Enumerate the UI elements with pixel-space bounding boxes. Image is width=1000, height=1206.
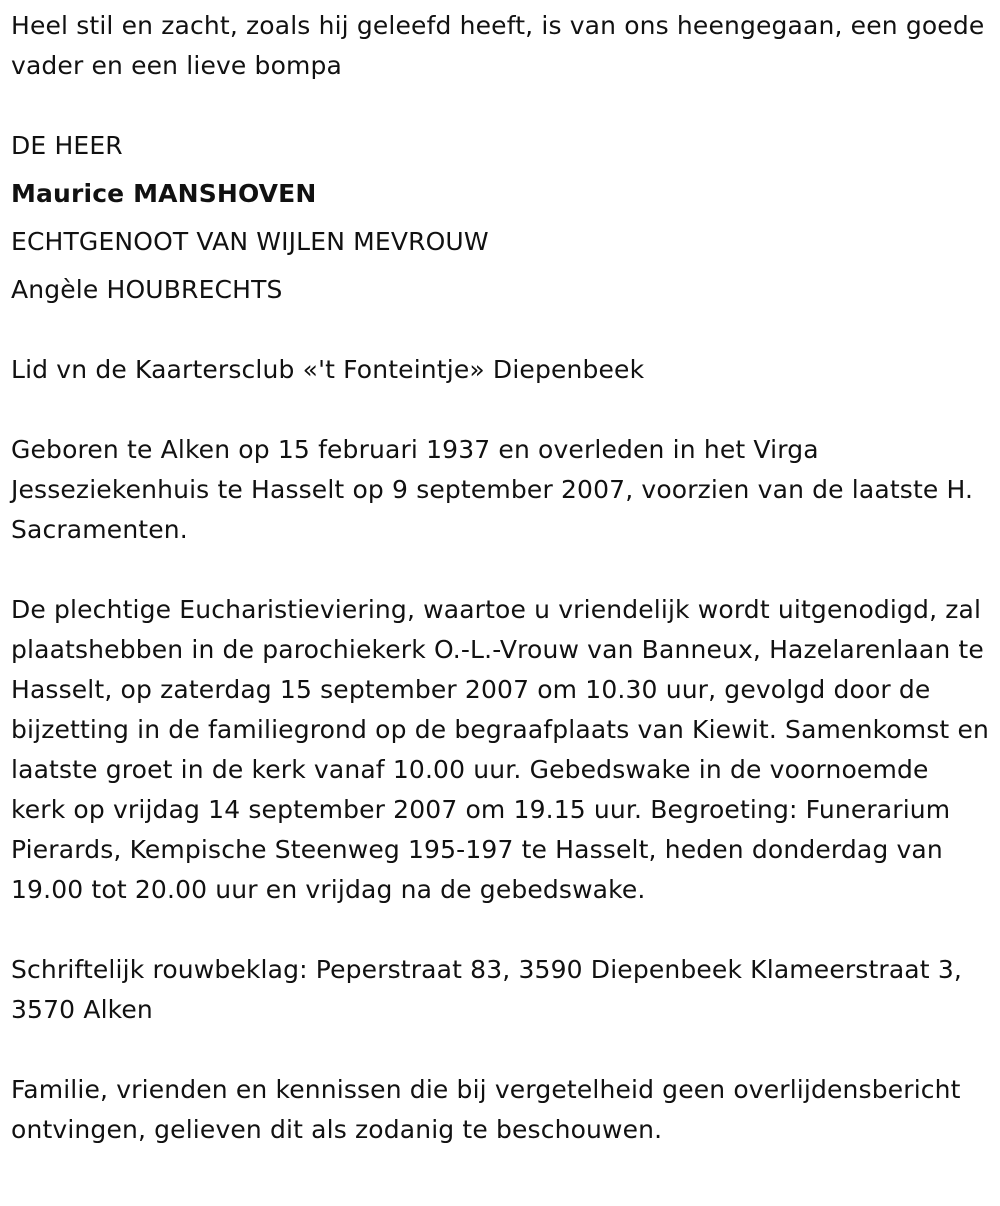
spacer [11,86,990,126]
spouse-title: ECHTGENOOT VAN WIJLEN MEVROUW [11,227,489,256]
deceased-name: Maurice MANSHOVEN [11,179,317,208]
birth-death-paragraph: Geboren te Alken op 15 februari 1937 en overleden in het Virga Jesseziekenhuis te Hasselt op 9 september 2007, voorzien van de laatste H. Sacramenten. [11,435,974,544]
spacer [11,550,990,590]
intro-paragraph: Heel stil en zacht, zoals hij geleefd heeft, is van ons heengegaan, een goede vader en een lieve bompa [11,11,985,80]
spouse-name: Angèle HOUBRECHTS [11,275,283,304]
spacer [11,910,990,950]
spacer [11,310,990,350]
membership-line: Lid vn de Kaartersclub «'t Fonteintje» Diepenbeek [11,355,645,384]
spacer [11,1030,990,1070]
spacer [11,390,990,430]
condolences-paragraph: Schriftelijk rouwbeklag: Peperstraat 83, 3590 Diepenbeek Klameerstraat 3, 3570 Alken [11,955,962,1024]
deceased-block [11,122,990,314]
closing-paragraph: Familie, vrienden en kennissen die bij vergetelheid geen overlijdensbericht ontvingen, gelieven dit als zodanig te beschouwen. [11,1075,961,1144]
salutation: DE HEER [11,131,123,160]
ceremony-paragraph: De plechtige Eucharistieviering, waartoe u vriendelijk wordt uitgenodigd, zal plaatshebben in de parochiekerk O.-L.-Vrouw van Banneux, Hazelarenlaan te Hasselt, op zaterdag 15 september 2007 om 10.30 uur, gevolgd door de bijzetting in de familiegrond op de begraafplaats van Kiewit. Samenkomst en laatste groet in de kerk vanaf 10.00 uur. Gebedswake in de voornoemde kerk op vrijdag 14 september 2007 om 19.15 uur. Begroeting: Funerarium Pierards, Kempische Steenweg 195-197 te Hasselt, heden donderdag van 19.00 tot 20.00 uur en vrijdag na de gebedswake. [11,595,989,904]
